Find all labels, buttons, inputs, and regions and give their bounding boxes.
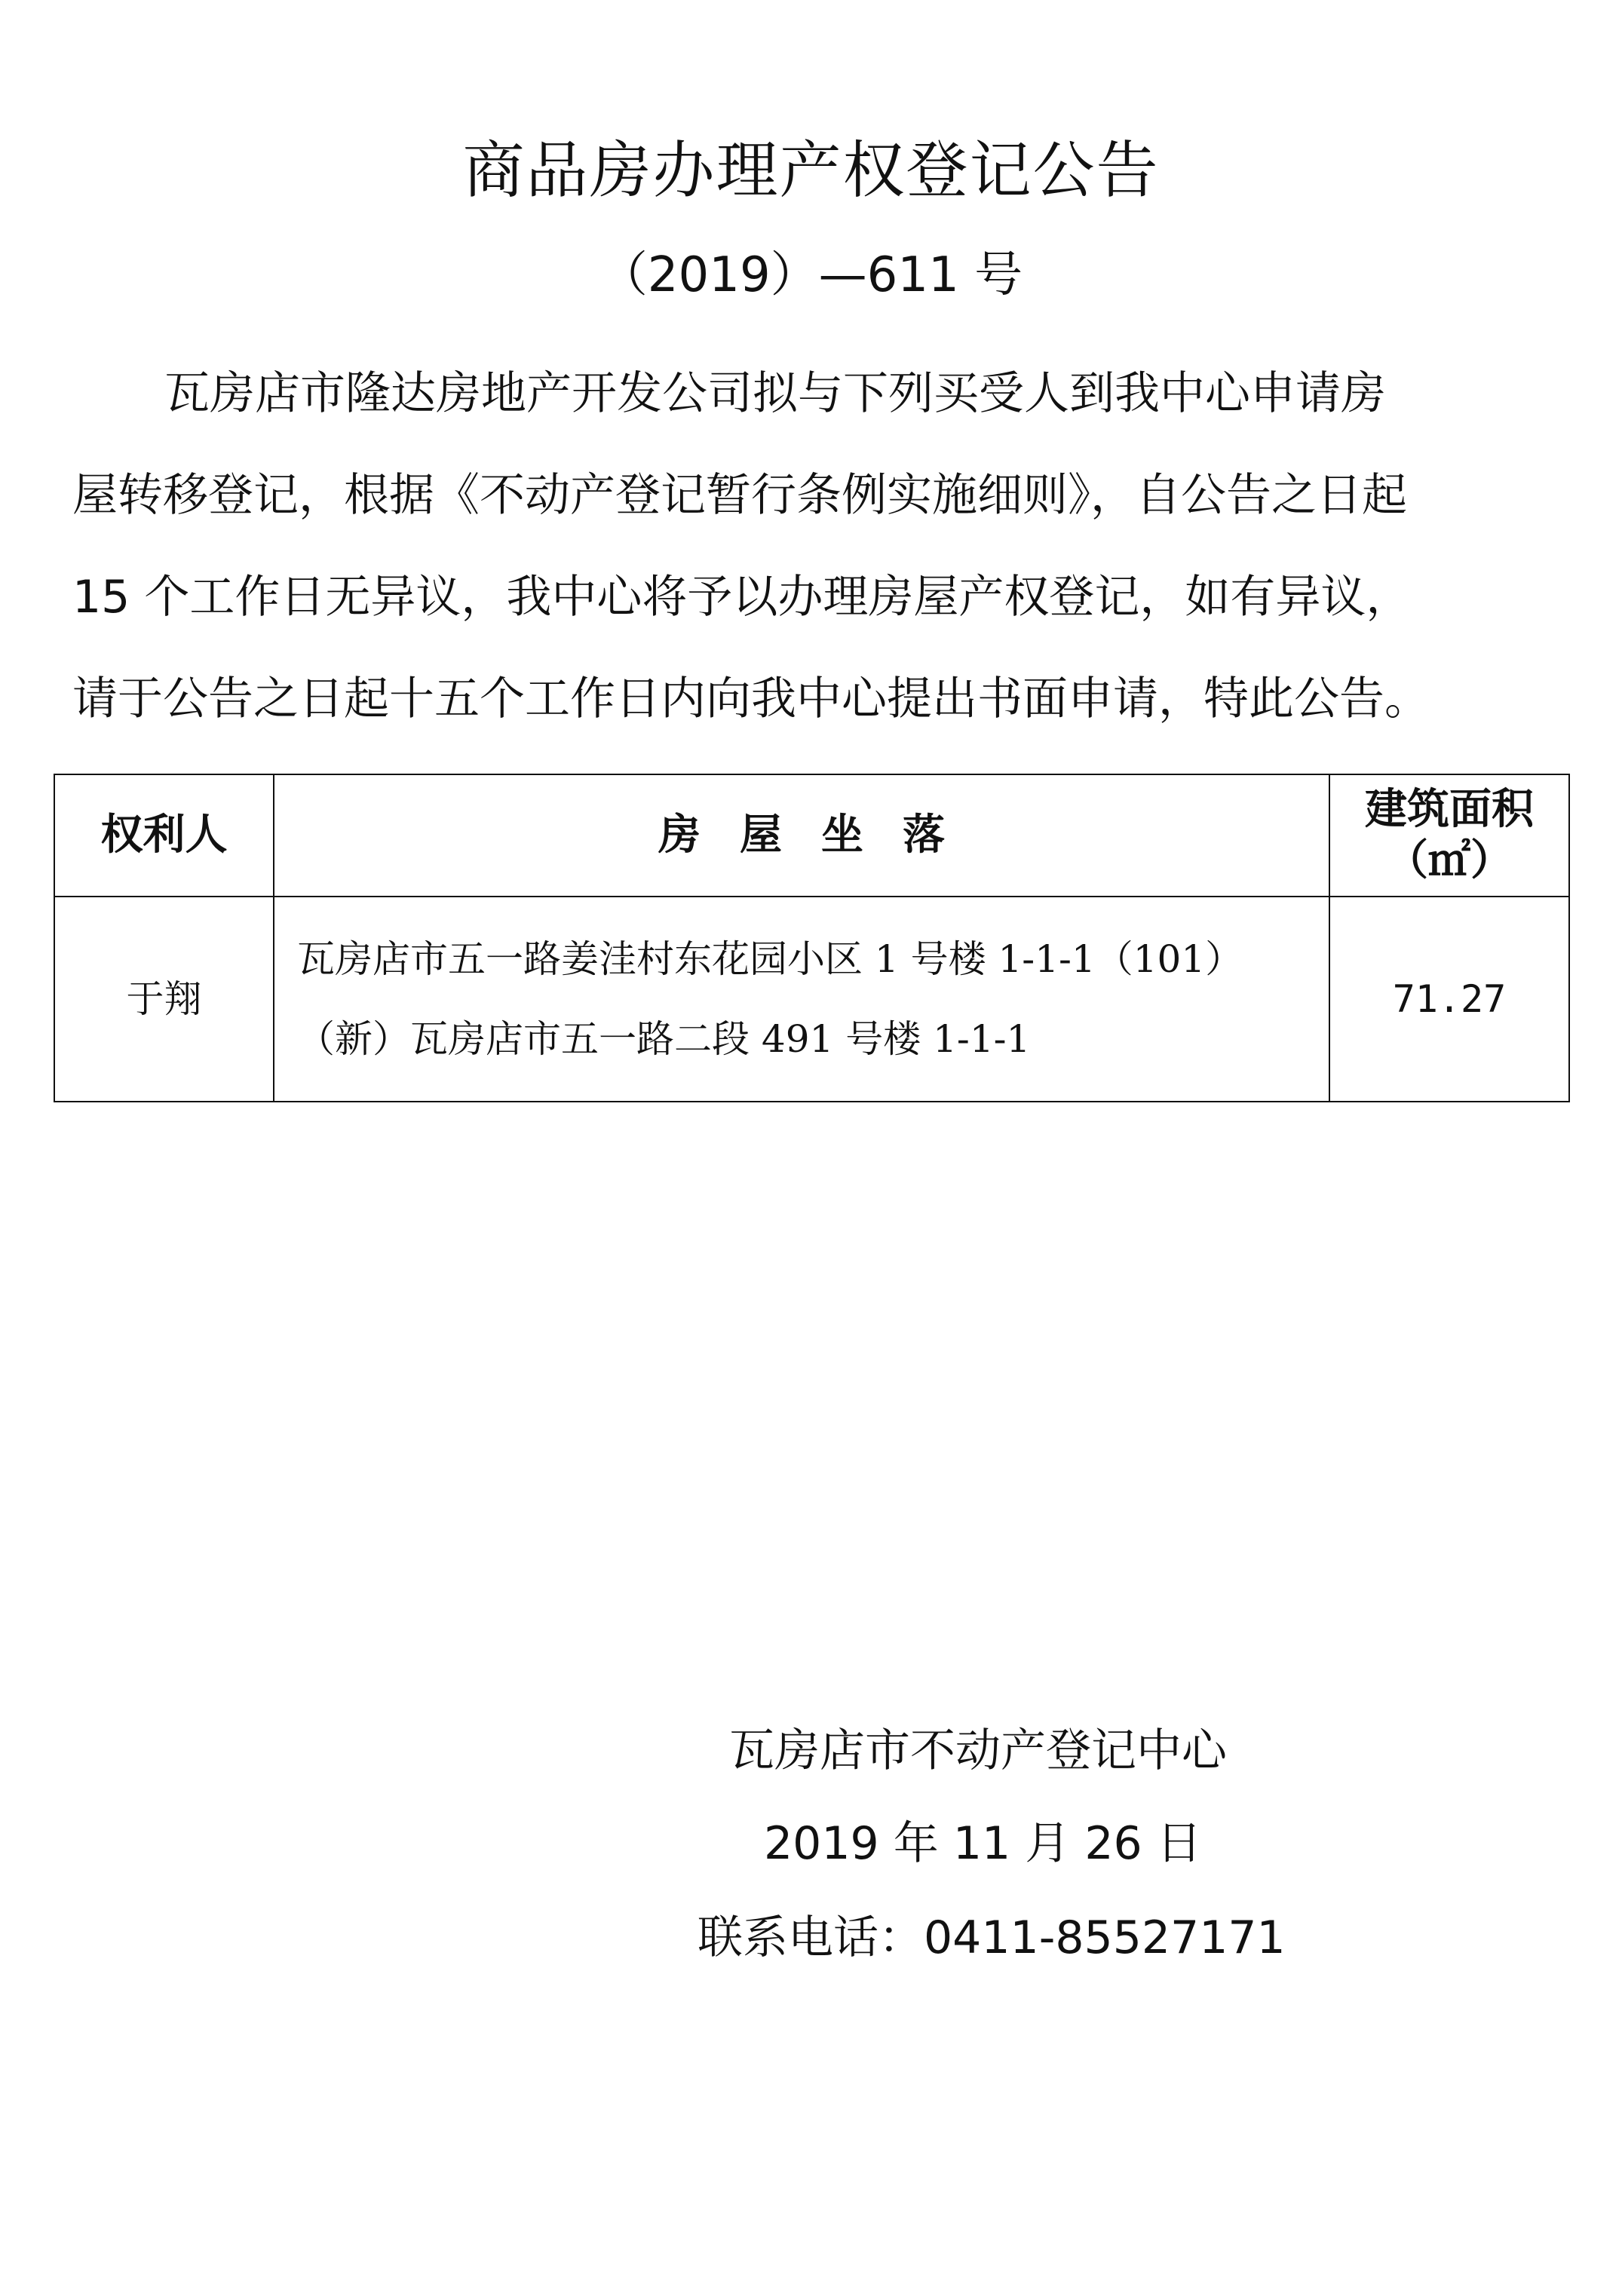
body-line-3: 15 个工作日无异议，我中心将予以办理房屋产权登记，如有异议， bbox=[72, 571, 1412, 624]
header-location-char: 坐 bbox=[821, 811, 863, 860]
body-line-1: 瓦房店市隆达房地产开发公司拟与下列买受人到我中心申请房 bbox=[164, 367, 1386, 420]
cell-owner: 于翔 bbox=[54, 897, 274, 1102]
body-line-4: 请于公告之日起十五个工作日内向我中心提出书面申请，特此公告。 bbox=[72, 673, 1430, 725]
header-location-char: 房 bbox=[658, 811, 701, 860]
registration-table bbox=[54, 774, 1570, 1102]
header-location-char: 落 bbox=[903, 811, 945, 860]
footer-date: 2019 年 11 月 26 日 bbox=[764, 1817, 1202, 1870]
footer-organization: 瓦房店市不动产登记中心 bbox=[729, 1724, 1227, 1777]
table-row bbox=[54, 897, 1569, 1102]
announcement-number: （2019）—611 号 bbox=[599, 247, 1023, 303]
address-new: （新）瓦房店市五一路二段 491 号楼 1-1-1 bbox=[297, 1017, 1031, 1061]
header-area-label: 建筑面积 bbox=[1365, 785, 1534, 834]
header-location-char: 屋 bbox=[740, 811, 782, 860]
header-area-unit: （㎡） bbox=[1386, 836, 1513, 885]
address-old: 瓦房店市五一路姜洼村东花园小区 1 号楼 1-1-1（101） bbox=[297, 937, 1243, 981]
cell-area: 71.27 bbox=[1329, 897, 1569, 1102]
body-line-2: 屋转移登记，根据《不动产登记暂行条例实施细则》，自公告之日起 bbox=[72, 469, 1407, 522]
header-owner: 权利人 bbox=[54, 774, 274, 897]
header-area bbox=[1329, 774, 1569, 897]
footer-contact: 联系电话：0411-85527171 bbox=[698, 1911, 1286, 1964]
announcement-title: 商品房办理产权登记公告 bbox=[462, 135, 1160, 207]
table-header-row bbox=[54, 774, 1569, 897]
header-location bbox=[274, 774, 1329, 897]
announcement-body bbox=[72, 343, 1552, 750]
cell-address bbox=[274, 897, 1329, 1102]
